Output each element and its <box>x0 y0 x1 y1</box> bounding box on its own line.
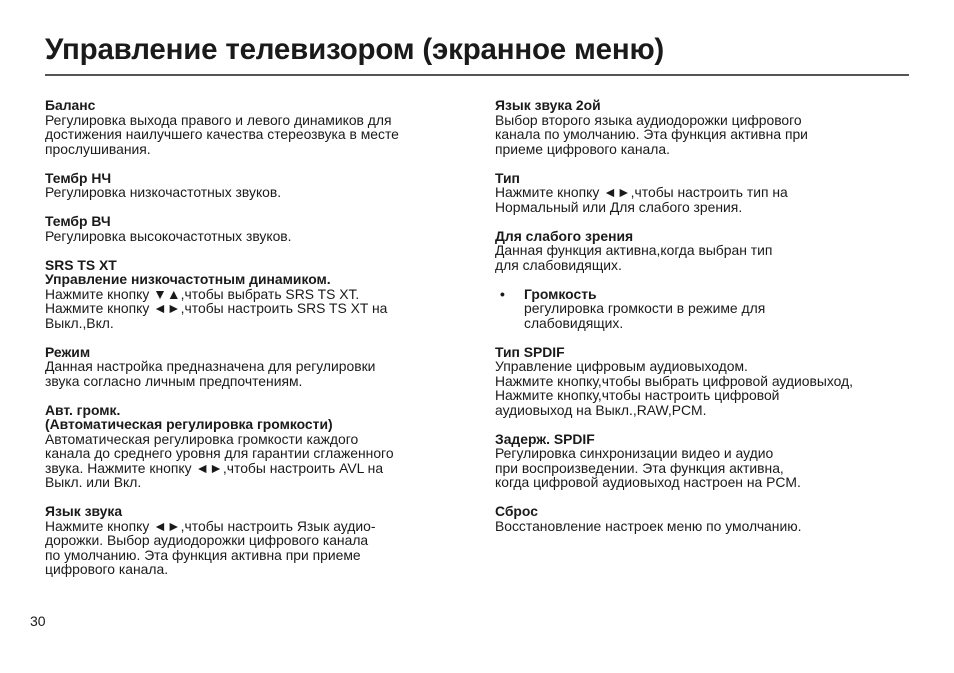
section-text-line: Нажмите кнопку ◄►,чтобы настроить тип на <box>495 184 788 200</box>
section-text-line: звука согласно личным предпочтениям. <box>45 372 303 389</box>
section-text-line: Нормальный или Для слабого зрения. <box>495 198 743 215</box>
section-text-line: приеме цифрового канала. <box>495 140 670 157</box>
menu-item-section <box>495 432 925 490</box>
section-heading: Задерж. SPDIF <box>495 430 595 447</box>
section-text-line: регулировка громкости в режиме для <box>524 300 766 316</box>
section-text-line: Нажмите кнопку,чтобы выбрать цифровой аудиовыход, <box>495 372 854 389</box>
section-text-line: Регулировка синхронизации видео и аудио <box>495 445 774 461</box>
section-text-line: канала по умолчанию. Эта функция активна при <box>495 126 808 142</box>
section-text-line: Нажмите кнопку ▼▲,чтобы выбрать SRS TS XT. <box>45 285 360 302</box>
menu-item-section <box>495 345 925 418</box>
section-text-line: для слабовидящих. <box>495 256 622 273</box>
section-heading: Баланс <box>45 97 96 113</box>
left-column <box>45 98 475 591</box>
section-heading: (Автоматическая регулировка громкости) <box>45 416 333 432</box>
section-heading: Управление низкочастотным динамиком. <box>45 271 331 287</box>
section-heading: Сброс <box>495 503 538 519</box>
menu-item-section <box>45 98 475 156</box>
page-number: 30 <box>30 613 46 629</box>
section-heading: SRS TS XT <box>45 256 117 273</box>
page-title: Управление телевизором (экранное меню) <box>45 33 665 66</box>
section-text-line: достижения наилучшего качества стереозвука в месте <box>45 126 399 142</box>
section-heading: Режим <box>45 343 91 360</box>
right-column <box>495 98 925 548</box>
section-heading: Язык звука <box>45 503 123 519</box>
menu-item-section <box>45 345 475 389</box>
section-text-line: Восстановление настроек меню по умолчанию. <box>495 517 802 534</box>
section-heading: Тип SPDIF <box>495 343 565 360</box>
menu-item-section <box>495 229 925 273</box>
section-text-line: Данная функция активна,когда выбран тип <box>495 242 773 258</box>
section-text-line: прослушивания. <box>45 140 151 157</box>
section-text-line: слабовидящих. <box>524 314 624 331</box>
section-text-line: Нажмите кнопку ◄►,чтобы настроить SRS TS XT на <box>45 300 388 316</box>
menu-item-section <box>45 258 475 331</box>
section-text-line: Регулировка низкочастотных звуков. <box>45 184 282 200</box>
section-text-line: Регулировка высокочастотных звуков. <box>45 227 292 244</box>
section-text-line: Выкл. или Вкл. <box>45 474 142 490</box>
section-text-line: Данная настройка предназначена для регулировки <box>45 358 376 374</box>
section-text-line: Управление цифровым аудиовыходом. <box>495 358 748 374</box>
title-divider <box>45 74 909 76</box>
menu-item-section <box>45 403 475 490</box>
section-heading: Тембр ВЧ <box>45 213 111 229</box>
section-text-line: когда цифровой аудиовыход настроен на PCM. <box>495 474 801 490</box>
section-text-line: Нажмите кнопку,чтобы настроить цифровой <box>495 387 780 403</box>
section-text-line: при воспроизведении. Эта функция активна, <box>495 459 784 476</box>
section-text-line: по умолчанию. Эта функция активна при приеме <box>45 546 361 563</box>
section-text-line: аудиовыход на Выкл.,RAW,PCM. <box>495 401 707 418</box>
section-text-line: канала до среднего уровня для гарантии сглаженного <box>45 445 394 461</box>
section-text-line: Регулировка выхода правого и левого динамиков для <box>45 111 392 128</box>
section-heading: Язык звука 2ой <box>495 97 601 113</box>
menu-item-section <box>45 504 475 577</box>
menu-item-section <box>45 214 475 243</box>
section-heading: Авт. громк. <box>45 401 121 418</box>
menu-item-section <box>495 171 925 215</box>
section-heading: Для слабого зрения <box>495 227 634 244</box>
menu-item-section <box>495 98 925 156</box>
section-text-line: дорожки. Выбор аудиодорожки цифрового канала <box>45 532 369 548</box>
section-text-line: цифрового канала. <box>45 561 169 577</box>
section-heading: Тембр НЧ <box>45 169 112 186</box>
bullet-icon: • <box>500 285 505 302</box>
section-heading: Тип <box>495 169 520 186</box>
section-text-line: Нажмите кнопку ◄►,чтобы настроить Язык аудио- <box>45 517 376 534</box>
menu-item-section <box>45 171 475 200</box>
section-text-line: Автоматическая регулировка громкости каждого <box>45 430 359 447</box>
section-text-line: Выкл.,Вкл. <box>45 314 114 331</box>
menu-item-section <box>495 287 925 331</box>
section-heading: Громкость <box>524 285 597 302</box>
section-text-line: Выбор второго языка аудиодорожки цифрового <box>495 111 802 128</box>
section-text-line: звука. Нажмите кнопку ◄►,чтобы настроить AVL на <box>45 459 384 476</box>
menu-item-section <box>495 504 925 533</box>
